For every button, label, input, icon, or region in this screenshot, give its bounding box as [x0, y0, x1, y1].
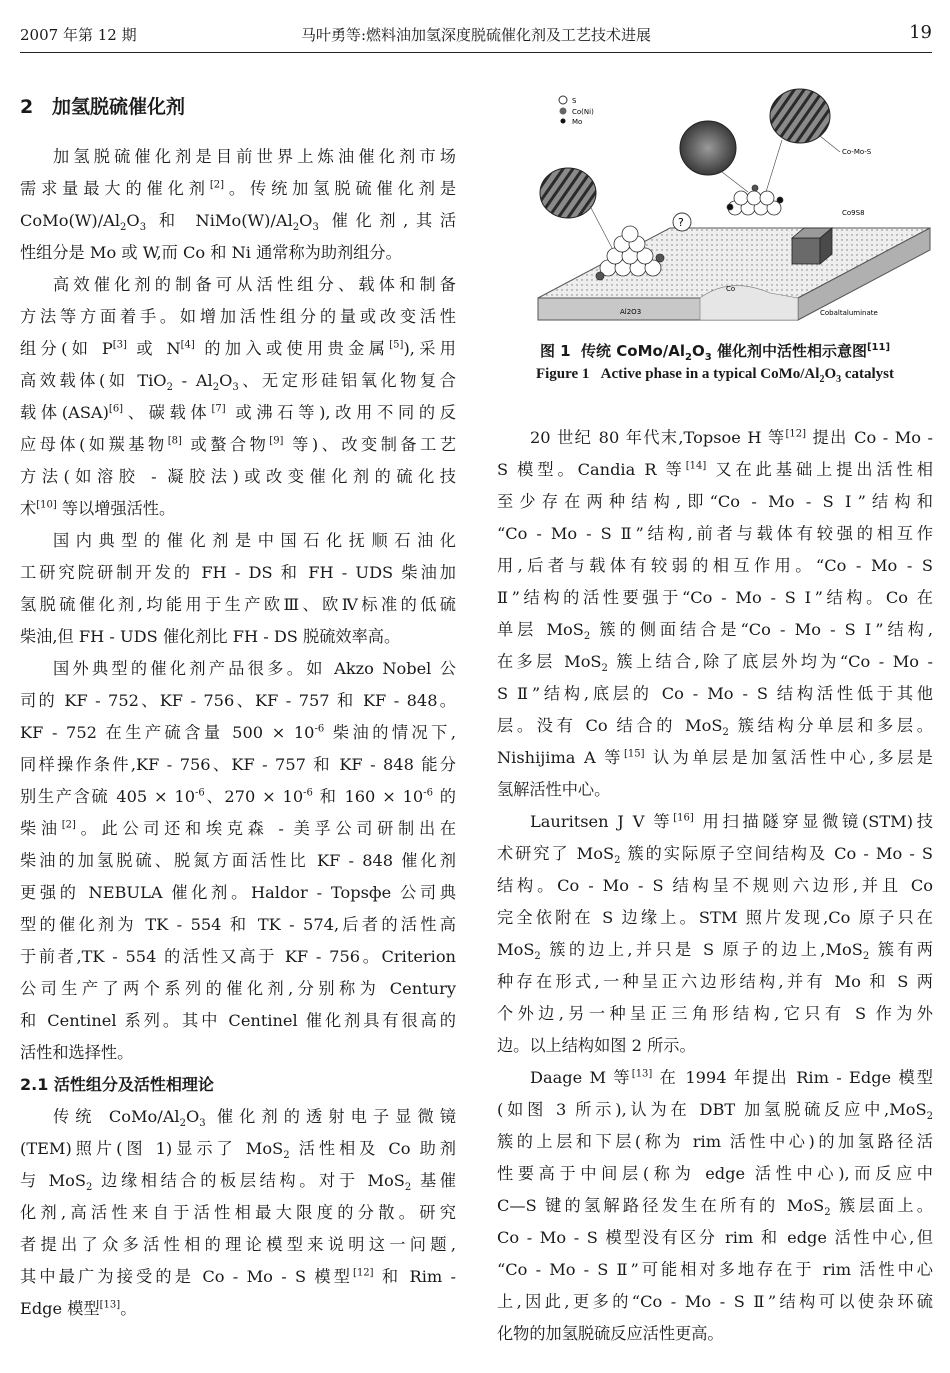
para-line: Ⅱ”结构的活性要强于“Co - Mo - S Ⅰ”结构。Co 在 [497, 588, 933, 607]
para-line: 公司生产了两个系列的催化剂,分别称为 Century [20, 979, 456, 998]
subsection-title: 活性组分及活性相理论 [53, 1075, 214, 1094]
figure-legend [559, 96, 594, 126]
para-line: 单层 MoS$_2$ 簇的侧面结合是“Co - Mo - S Ⅰ”结构, [497, 620, 933, 643]
para-line: 和 Centinel 系列。其中 Centinel 催化剂具有很高的 [20, 1011, 456, 1030]
para-line: 活性和选择性。 [20, 1043, 134, 1062]
para-line: (TEM)照片(图 1)显示了 MoS$_2$ 活性相及 Co 助剂 [20, 1139, 456, 1162]
para-line: 更强的 NEBULA 催化剂。Haldor - Topsфe 公司典 [20, 883, 456, 902]
para-line: 性要高于中间层(称为 edge 活性中心),而反应中 [497, 1164, 933, 1183]
page-header [20, 22, 932, 48]
page-number: 19 [909, 22, 932, 43]
section-number: 2 [20, 96, 34, 118]
label-co9s8: Co9S8 [842, 209, 865, 217]
label-co: Co [726, 285, 736, 293]
para-line: “Co - Mo - S Ⅱ”可能相对多地存在于 rim 活性中心 [497, 1260, 933, 1279]
para-line: 组分(如 P[3] 或 N[4] 的加入或使用贵金属[5]),采用 [20, 339, 456, 358]
para-line: 边。以上结构如图 2 所示。 [497, 1036, 696, 1055]
para-line: 国内典型的催化剂是中国石化抚顺石油化 [53, 531, 456, 550]
journal-issue: 2007 年第 12 期 [20, 26, 137, 44]
co9s8-cube [792, 228, 832, 264]
section-title: 加氢脱硫催化剂 [52, 96, 186, 118]
running-title: 马叶勇等:燃料油加氢深度脱硫催化剂及工艺技术进展 [300, 26, 652, 44]
tem-inset-left [540, 168, 596, 218]
para-line: 柴油的加氢脱硫、脱氮方面活性比 KF - 848 催化剂 [20, 851, 456, 870]
figure-caption-en: Figure 1 Active phase in a typical CoMo/$Al_2O_3$ catalyst [535, 366, 895, 385]
figure-caption-cn: 图 1 传统 CoMo/$Al_2O_3$ 催化剂中活性相示意图[11] [539, 342, 891, 363]
para-line: S Ⅱ”结构,底层的 Co - Mo - S 结构活性低于其他 [497, 684, 933, 703]
para-line: KF - 752 在生产硫含量 $500 \times 10^{-6}$ 柴油的情况下, [20, 723, 456, 742]
para-line: 上,因此,更多的“Co - Mo - S Ⅱ”结构可以使杂环硫 [497, 1292, 933, 1311]
para-line: Edge 模型[13]。 [20, 1299, 137, 1318]
para-line: 需求量最大的催化剂[2]。传统加氢脱硫催化剂是 [20, 179, 457, 198]
para-line: 柴油[2]。此公司还和埃克森 - 美孚公司研制出在 [20, 819, 457, 838]
legend-mo: Mo [572, 118, 583, 126]
para-line: 应母体(如羰基物[8] 或螯合物[9] 等)、改变制备工艺 [20, 435, 456, 454]
para-line: 载体(ASA)[6]、碳载体[7] 或沸石等),改用不同的反 [20, 403, 456, 422]
para-line: S 模型。Candia R 等[14] 又在此基础上提出活性相 [497, 460, 933, 479]
para-line: 别生产含硫 $405 \times 10^{-6}$、$270 \times 10^{-6}$ 和 $160 \times 10^{-6}$ 的 [20, 787, 456, 806]
para-line: Co - Mo - S 模型没有区分 rim 和 edge 活性中心,但 [497, 1228, 933, 1247]
legend-s: S [572, 97, 577, 105]
mos2-cluster-right [727, 185, 783, 215]
header-rule [20, 52, 932, 53]
para-line: 方法等方面着手。如增加活性组分的量或改变活性 [20, 307, 456, 326]
label-al2o3: Al2O3 [620, 308, 642, 316]
para-line: 工研究院研制开发的 FH - DS 和 FH - UDS 柴油加 [20, 563, 456, 582]
para-line: Daage M 等[13] 在 1994 年提出 Rim - Edge 模型 [530, 1068, 933, 1087]
para-line: 于前者,TK - 554 的活性又高于 KF - 756。Criterion [20, 947, 456, 966]
para-line: C—S 键的氢解路径发生在所有的 MoS$_2$ 簇层面上。 [497, 1196, 933, 1219]
label-cobaltaluminate: Cobaltaluminate [820, 309, 878, 317]
subsection-heading [20, 1075, 214, 1095]
subsection-number: 2.1 [20, 1075, 49, 1094]
label-question: ? [678, 216, 684, 229]
section-heading [20, 97, 185, 117]
para-line: 种存在形式,一种呈正六边形结构,并有 Mo 和 S 两 [497, 972, 933, 991]
para-line: 柴油,但 FH - UDS 催化剂比 FH - DS 脱硫效率高。 [20, 627, 401, 646]
para-line: 方法(如溶胶 - 凝胶法)或改变催化剂的硫化技 [20, 467, 456, 486]
para-line: 同样操作条件,KF - 756、KF - 757 和 KF - 848 能分 [20, 755, 456, 774]
para-line: 完全依附在 S 边缘上。STM 照片发现,Co 原子只在 [497, 908, 933, 927]
para-line: 术研究了 MoS$_2$ 簇的实际原子空间结构及 Co - Mo - S [497, 844, 933, 867]
para-line: 个外边,另一种呈正三角形结构,它只有 S 作为外 [497, 1004, 933, 1023]
para-line: 其中最广为接受的是 Co - Mo - S 模型[12] 和 Rim - [20, 1267, 457, 1286]
para-line: 高效催化剂的制备可从活性组分、载体和制备 [53, 275, 456, 294]
para-line: (如图 3 所示),认为在 DBT 加氢脱硫反应中,MoS$_2$ [497, 1100, 933, 1123]
para-line: 司的 KF - 752、KF - 756、KF - 757 和 KF - 848。 [20, 691, 456, 710]
para-line: 层。没有 Co 结合的 MoS$_2$ 簇结构分单层和多层。 [497, 716, 933, 739]
para-line: 20 世纪 80 年代末,Topsoe H 等[12] 提出 Co - Mo - [530, 428, 934, 447]
tem-inset-right [770, 89, 830, 143]
active-phase-diagram [530, 88, 932, 338]
para-line: Lauritsen J V 等[16] 用扫描隧穿显微镜(STM)技 [530, 812, 933, 831]
para-line: 用,后者与载体有较弱的相互作用。“Co - Mo - S [497, 556, 933, 575]
para-line: 结构。Co - Mo - S 结构呈不规则六边形,并且 Co [497, 876, 933, 895]
para-line: $CoMo(W)/Al_2O_3$ 和 $NiMo(W)/Al_2O_3$ 催化剂,其活 [20, 211, 457, 234]
para-line: 国外典型的催化剂产品很多。如 Akzo Nobel 公 [53, 659, 456, 678]
label-co-mo-s: Co-Mo-S [842, 148, 872, 156]
para-line: 术[10] 等以增强活性。 [20, 499, 176, 518]
para-line: 者提出了众多活性相的理论模型来说明这一问题, [20, 1235, 456, 1254]
para-line: “Co - Mo - S Ⅱ”结构,前者与载体有较强的相互作 [497, 524, 933, 543]
para-line: 氢解活性中心。 [497, 780, 611, 799]
para-line: 氢脱硫催化剂,均能用于生产欧Ⅲ、欧Ⅳ标准的低硫 [20, 595, 456, 614]
para-line: 加氢脱硫催化剂是目前世界上炼油催化剂市场 [53, 147, 456, 166]
para-line: 与 MoS$_2$ 边缘相结合的板层结构。对于 MoS$_2$ 基催 [20, 1171, 456, 1194]
para-line: 在多层 MoS$_2$ 簇上结合,除了底层外均为“Co - Mo - [497, 652, 933, 675]
para-line: Nishijima A 等[15] 认为单层是加氢活性中心,多层是 [497, 748, 933, 767]
para-line: 化物的加氢脱硫反应活性更高。 [497, 1324, 724, 1343]
para-line: MoS$_2$ 簇的边上,并只是 S 原子的边上,MoS$_2$ 簇有两 [497, 940, 933, 963]
para-line: 化剂,高活性来自于活性相最大限度的分散。研究 [20, 1203, 456, 1222]
para-line: 簇的上层和下层(称为 rim 活性中心)的加氢路径活 [497, 1132, 933, 1151]
figure-1 [530, 88, 932, 338]
para-line: 性组分是 Mo 或 W,而 Co 和 Ni 通常称为助剂组分。 [20, 243, 402, 262]
para-line: 高效载体(如 $TiO_2 - Al_2O_3$、无定形硅铝氧化物复合 [20, 371, 456, 394]
para-line: 传统 CoMo/$Al_2O_3$ 催化剂的透射电子显微镜 [53, 1107, 456, 1130]
tem-inset-middle [680, 121, 736, 175]
para-line: 至少存在两种结构,即“Co - Mo - S Ⅰ”结构和 [497, 492, 933, 511]
legend-co: Co(Ni) [572, 108, 594, 116]
para-line: 型的催化剂为 TK - 554 和 TK - 574,后者的活性高 [20, 915, 456, 934]
